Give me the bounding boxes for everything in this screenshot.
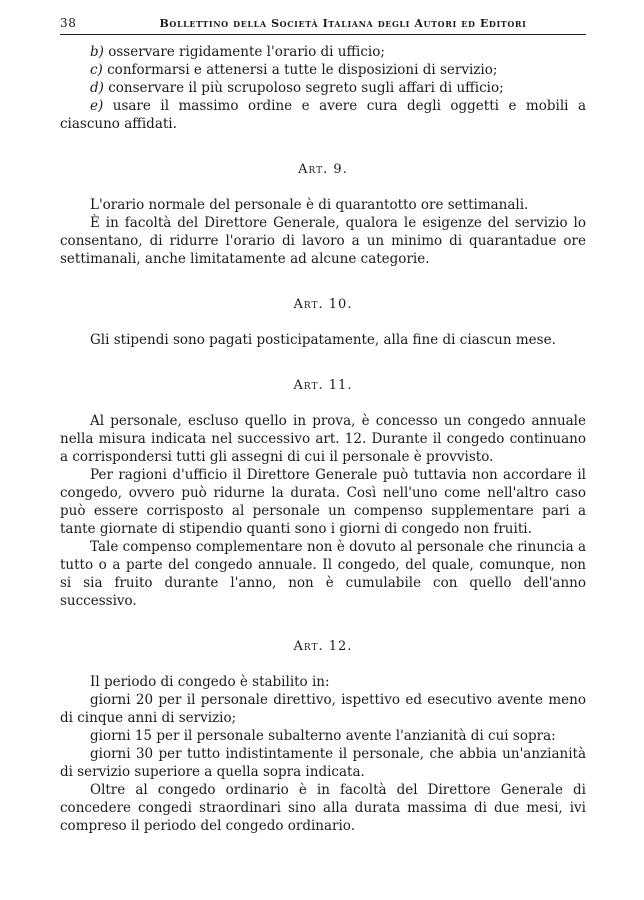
paragraph: Tale compenso complementare non è dovuto al personale che rinuncia a tutto o a parte del congedo annuale. Il congedo, del quale, comunque, non si sia fruito durante l'anno, non è cumulabile con quello dell'anno successivo. bbox=[60, 539, 586, 609]
article-heading: Art. 11. bbox=[293, 378, 353, 393]
list-item bbox=[60, 61, 586, 79]
list-item-text: conservare il più scrupoloso segreto sugli affari di ufficio; bbox=[108, 80, 504, 96]
article-11 bbox=[60, 377, 586, 610]
article-heading: Art. 10. bbox=[293, 297, 353, 312]
paragraph: giorni 30 per tutto indistintamente il personale, che abbia un'anzianità di servizio superiore a quella sopra indicata. bbox=[60, 746, 586, 780]
article-12 bbox=[60, 638, 586, 835]
list-item bbox=[60, 79, 586, 97]
list-item-label: d) bbox=[90, 80, 104, 96]
paragraph: Al personale, escluso quello in prova, è concesso un congedo annuale nella misura indicata nel successivo art. 12. Durante il congedo continuano a corrispondersi tutti gli assegni di cui il personale è provvisto. bbox=[60, 413, 586, 465]
paragraph: Il periodo di congedo è stabilito in: bbox=[90, 674, 330, 690]
running-head: Bollettino della Società Italiana degli Autori ed Editori bbox=[159, 17, 527, 30]
list-item-label: e) bbox=[90, 98, 104, 114]
article-heading: Art. 9. bbox=[298, 162, 348, 177]
document-body bbox=[60, 43, 586, 835]
article-9 bbox=[60, 161, 586, 268]
paragraph: Gli stipendi sono pagati posticipatamente, alla fine di ciascun mese. bbox=[90, 332, 556, 348]
list-item-label: b) bbox=[90, 44, 104, 60]
list-item bbox=[60, 43, 586, 61]
list-item-text: conformarsi e attenersi a tutte le disposizioni di servizio; bbox=[107, 62, 498, 78]
paragraph: giorni 15 per il personale subalterno avente l'anzianità di cui sopra: bbox=[90, 728, 556, 744]
page-number: 38 bbox=[60, 16, 77, 30]
list-item-text: osservare rigidamente l'orario di ufficio; bbox=[108, 44, 385, 60]
page-header bbox=[60, 16, 586, 30]
paragraph: Per ragioni d'ufficio il Direttore Generale può tuttavia non accordare il congedo, ovvero può ridurne la durata. Così nell'uno come nell'altro caso può essere corrisposto al personale un compenso supplementare pari a tante giornate di stipendio quanti sono i giorni di congedo non fruiti. bbox=[60, 467, 586, 537]
list-item-label: c) bbox=[90, 62, 103, 78]
paragraph: L'orario normale del personale è di quarantotto ore settimanali. bbox=[90, 197, 529, 213]
paragraph: Oltre al congedo ordinario è in facoltà del Direttore Generale di concedere congedi straordinari sino alla durata massima di due mesi, ivi compreso il periodo del congedo ordinario. bbox=[60, 782, 586, 834]
paragraph: È in facoltà del Direttore Generale, qualora le esigenze del servizio lo consentano, di ridurre l'orario di lavoro a un minimo di quarantadue ore settimanali, anche limitatamente ad alcune categorie. bbox=[60, 215, 586, 267]
header-rule bbox=[60, 34, 586, 35]
list-item bbox=[60, 97, 586, 133]
duties-list bbox=[60, 43, 586, 133]
paragraph: giorni 20 per il personale direttivo, ispettivo ed esecutivo avente meno di cinque anni di servizio; bbox=[60, 692, 586, 726]
document-page bbox=[60, 16, 586, 835]
list-item-text: usare il massimo ordine e avere cura degli oggetti e mobili a ciascuno affidati. bbox=[60, 98, 586, 132]
article-heading: Art. 12. bbox=[293, 639, 353, 654]
article-10 bbox=[60, 296, 586, 349]
